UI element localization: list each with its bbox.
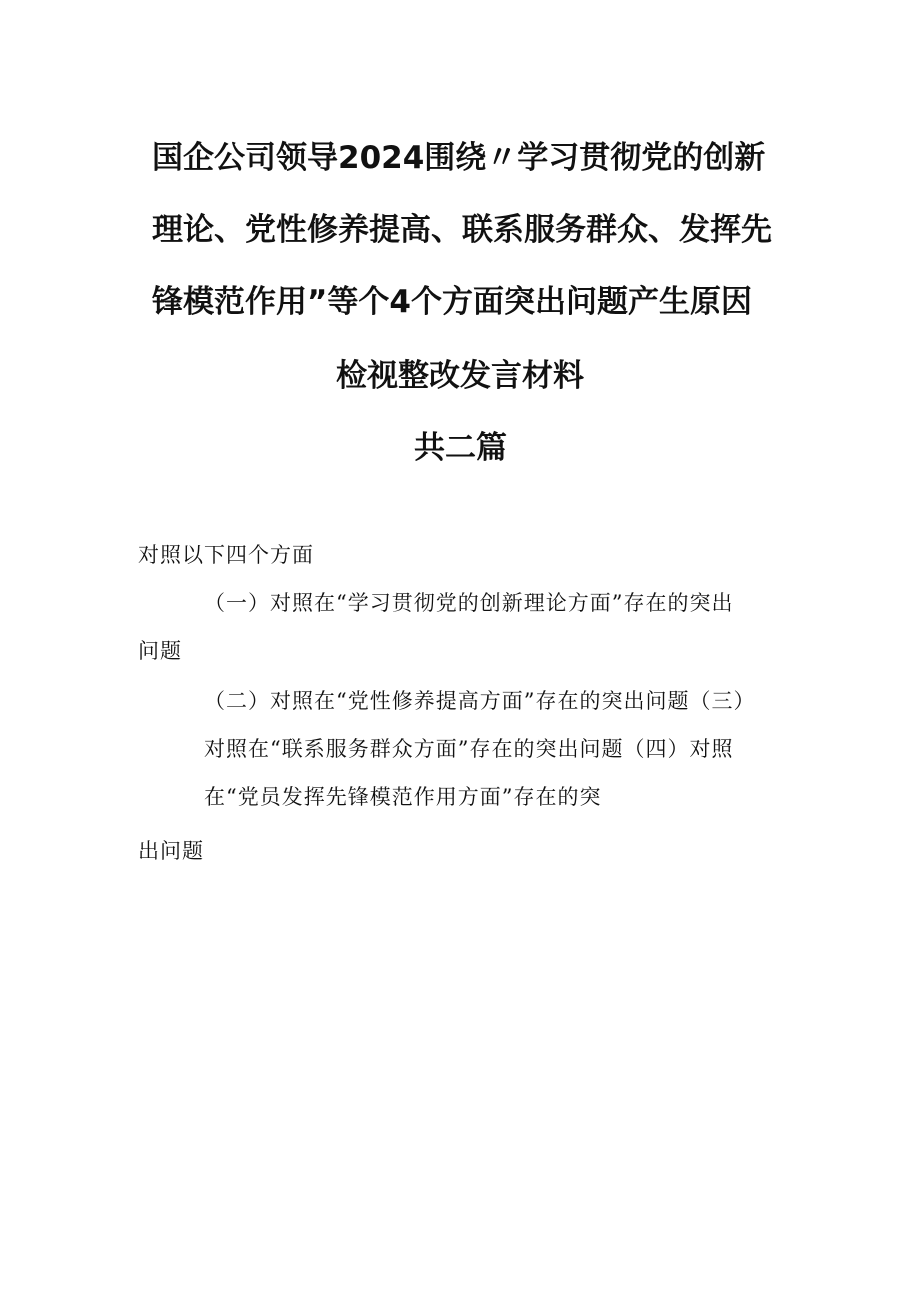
title-line-3: 锋模范作用”等个4个方面突出问题产生原因: [152, 284, 752, 320]
title-line-2: 理论、党性修养提高、联系服务群众、发挥先: [152, 212, 772, 248]
paragraph-line: 问题: [138, 639, 182, 663]
paragraph-line: 对照在“联系服务群众方面”存在的突出问题（四）对照: [204, 737, 734, 761]
paragraph-line: （二）对照在“党性修养提高方面”存在的突出问题（三）: [204, 689, 756, 713]
title-line-4: 检视整改发言材料: [336, 358, 584, 394]
title-line-1: 国企公司领导2024围绕〃学习贯彻党的创新: [152, 140, 766, 176]
paragraph-line: 出问题: [138, 839, 204, 863]
paragraph-line: （一）对照在“学习贯彻党的创新理论方面”存在的突出: [204, 591, 734, 615]
title-line-5: 共二篇: [414, 430, 507, 466]
paragraph-line: 在“党员发挥先锋模范作用方面”存在的突: [204, 785, 602, 809]
intro-line: 对照以下四个方面: [138, 543, 314, 567]
